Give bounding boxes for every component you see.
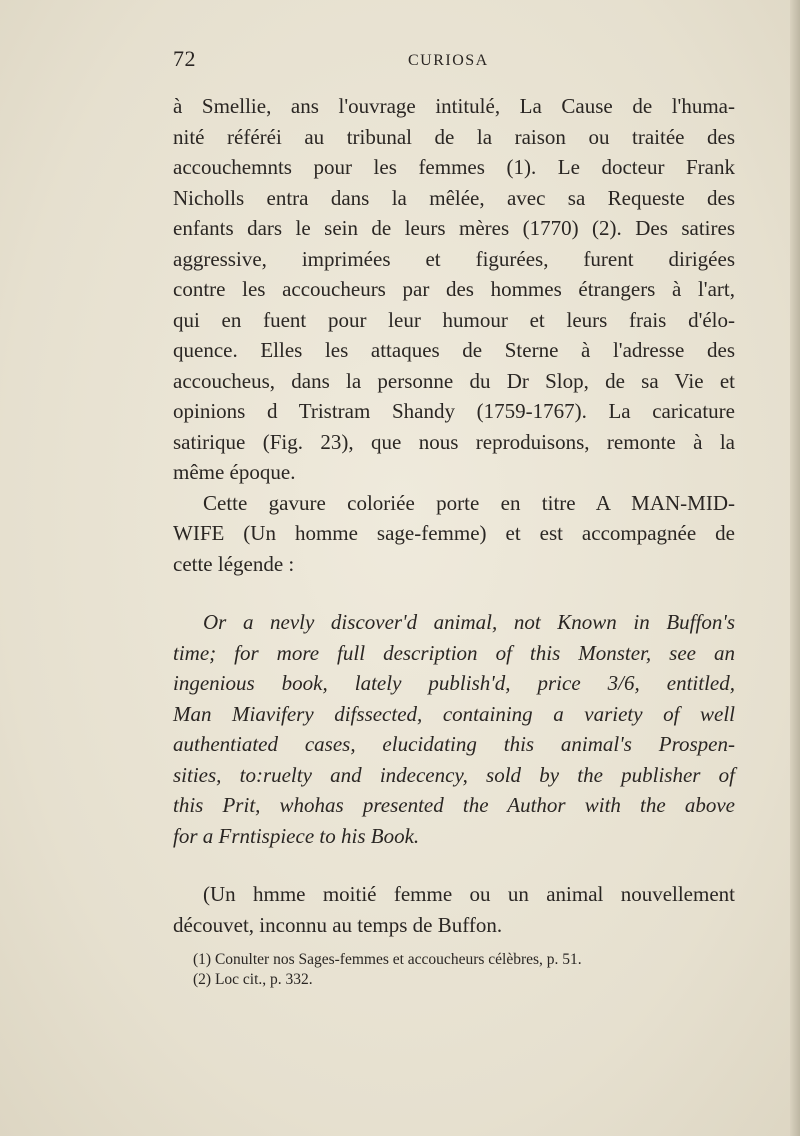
footnote-2: (2) Loc cit., p. 332. (193, 971, 313, 988)
text-line: accoucheus, dans la personne du Dr Slop, de sa Vie et (173, 368, 735, 393)
quote-line: Man Miavifery difssected, containing a variety of well (173, 701, 735, 726)
spacer (173, 851, 735, 879)
page-number: 72 (173, 46, 196, 71)
paragraph-2 (173, 488, 735, 580)
text-line: découvet, inconnu au temps de Buffon. (173, 912, 503, 937)
quote-line: Or a nevly discover'd animal, not Known in Buffon's (203, 610, 735, 634)
text-line: même époque. (173, 460, 296, 484)
paragraph-1 (173, 91, 735, 488)
english-legend-quote (173, 607, 735, 851)
text-line: nité référéi au tribunal de la raison ou traitée des (173, 124, 735, 149)
running-head: CURIOSA (408, 52, 489, 69)
text-line: (Un hmme moitié femme ou un animal nouvellement (203, 882, 735, 906)
text-line: satirique (Fig. 23), que nous reproduisons, remonte à la (173, 429, 735, 454)
quote-line: sities, to:ruelty and indecency, sold by the publisher of (173, 762, 735, 787)
text-line: Cette gavure coloriée porte en titre A MAN-MID- (203, 490, 735, 515)
text-line: qui en fuent pour leur humour et leurs frais d'élo- (173, 307, 735, 332)
text-line: enfants dars le sein de leurs mères (1770) (2). Des satires (173, 216, 735, 240)
body-text (173, 91, 735, 940)
footnote-1: (1) Conulter nos Sages-femmes et accoucheurs célèbres, p. 51. (193, 951, 582, 968)
spacer (173, 579, 735, 607)
page-edge (790, 0, 800, 1136)
text-line: Nicholls entra dans la mêlée, avec sa Requeste des (173, 185, 735, 210)
text-line: cette légende : (173, 551, 295, 576)
text-line: aggressive, imprimées et figurées, furent dirigées (173, 246, 735, 271)
footnotes (193, 950, 713, 990)
text-line: accouchemnts pour les femmes (1). Le docteur Frank (173, 155, 735, 179)
text-line: quence. Elles les attaques de Sterne à l'adresse des (173, 338, 735, 362)
quote-line: for a Frntispiece to his Book. (173, 823, 420, 848)
text-line: à Smellie, ans l'ouvrage intitulé, La Cause de l'huma- (173, 94, 735, 118)
quote-line: this Prit, whohas presented the Author with the above (173, 793, 735, 817)
quote-line: ingenious book, lately publish'd, price 3/6, entitled, (173, 671, 735, 695)
text-line: contre les accoucheurs par des hommes étrangers à l'art, (173, 277, 735, 301)
text-line: WIFE (Un homme sage-femme) et est accompagnée de (173, 521, 735, 545)
text-line: opinions d Tristram Shandy (1759-1767). La caricature (173, 399, 735, 423)
paragraph-translation (173, 879, 735, 940)
quote-line: time; for more full description of this Monster, see an (173, 640, 735, 665)
page-header (173, 46, 733, 76)
quote-line: authentiated cases, elucidating this animal's Prospen- (173, 732, 735, 756)
